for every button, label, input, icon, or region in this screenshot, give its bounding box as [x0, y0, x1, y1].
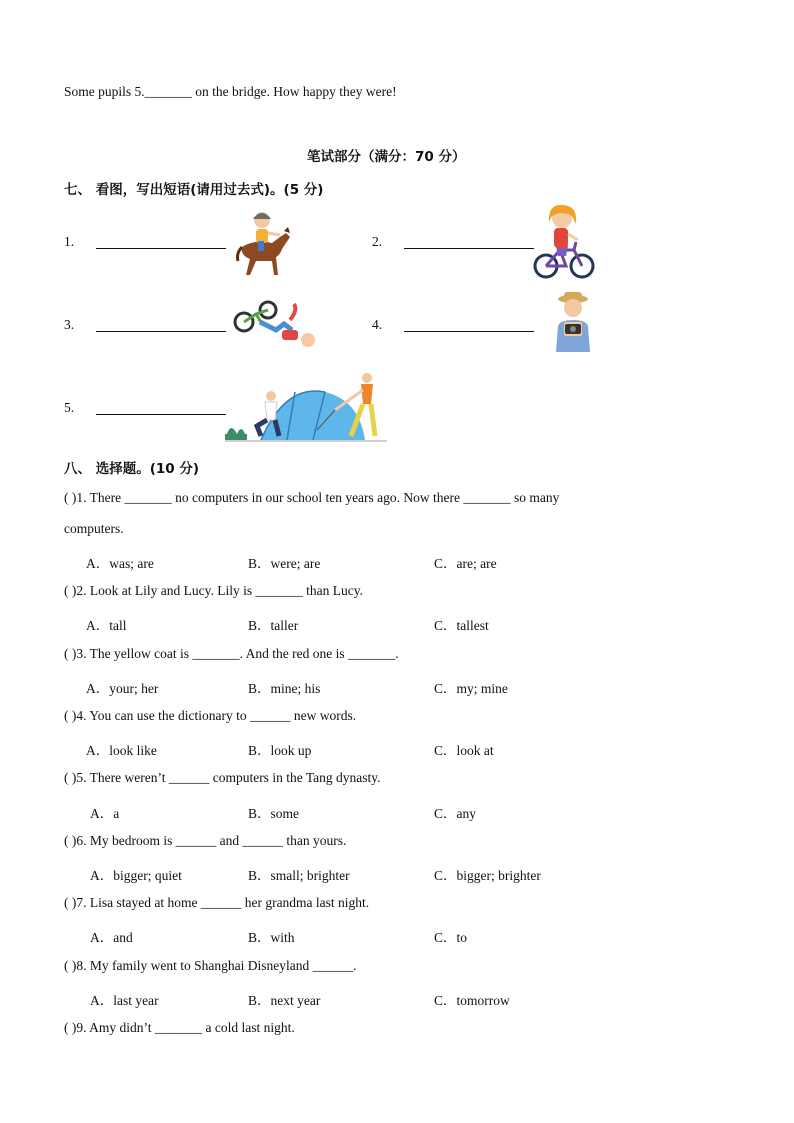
s7-item2-answer-line[interactable]	[404, 248, 534, 249]
s7-item2-number: 2.	[372, 234, 383, 249]
q6-option-a[interactable]: A．bigger; quiet	[90, 868, 182, 883]
q8-option-b[interactable]: B．next year	[248, 993, 321, 1008]
s7-item1-number: 1.	[64, 234, 75, 249]
q3-option-c[interactable]: C．my; mine	[434, 681, 508, 696]
q2-option-b[interactable]: B．taller	[248, 618, 299, 633]
q1-option-a[interactable]: A．was; are	[86, 556, 154, 571]
bike-riding-icon	[532, 200, 596, 282]
horse-riding-icon	[234, 203, 294, 279]
s7-item5-number: 5.	[64, 400, 75, 415]
question-1-stem-cont: computers.	[64, 521, 124, 536]
intro-line: Some pupils 5._______ on the bridge. How happy they were!	[64, 84, 397, 99]
q5-option-b[interactable]: B．some	[248, 806, 300, 821]
q5-option-c[interactable]: C．any	[434, 806, 476, 821]
q5-option-a[interactable]: A．a	[90, 806, 120, 821]
q8-option-c[interactable]: C．tomorrow	[434, 993, 510, 1008]
question-9-stem: ( )9. Amy didn’t _______ a cold last night.	[64, 1020, 295, 1035]
q2-option-c[interactable]: C．tallest	[434, 618, 489, 633]
s7-item4-answer-line[interactable]	[404, 331, 534, 332]
q8-option-a[interactable]: A．last year	[90, 993, 159, 1008]
falling-off-bike-icon	[232, 300, 320, 354]
q4-option-a[interactable]: A．look like	[86, 743, 157, 758]
q2-option-a[interactable]: A．tall	[86, 618, 127, 633]
q1-option-b[interactable]: B．were; are	[248, 556, 321, 571]
q7-option-a[interactable]: A．and	[90, 930, 133, 945]
taking-photos-icon	[550, 290, 596, 358]
s7-item3-answer-line[interactable]	[96, 331, 226, 332]
question-3-stem: ( )3. The yellow coat is _______. And the red one is _______.	[64, 646, 399, 661]
section8-heading: 八、 选择题。(10 分)	[64, 461, 200, 477]
written-part-title: 笔试部分（满分：70 分）	[307, 149, 466, 165]
s7-item5-answer-line[interactable]	[96, 414, 226, 415]
question-4-stem: ( )4. You can use the dictionary to ______ new words.	[64, 708, 357, 723]
q4-option-c[interactable]: C．look at	[434, 743, 494, 758]
s7-item4-number: 4.	[372, 317, 383, 332]
question-2-stem: ( )2. Look at Lily and Lucy. Lily is _______ than Lucy.	[64, 583, 363, 598]
question-8-stem: ( )8. My family went to Shanghai Disneyland ______.	[64, 958, 357, 973]
q6-option-b[interactable]: B．small; brighter	[248, 868, 350, 883]
q3-option-b[interactable]: B．mine; his	[248, 681, 321, 696]
question-7-stem: ( )7. Lisa stayed at home ______ her grandma last night.	[64, 895, 370, 910]
q1-option-c[interactable]: C．are; are	[434, 556, 497, 571]
question-5-stem: ( )5. There weren’t ______ computers in the Tang dynasty.	[64, 770, 381, 785]
question-1-stem: ( )1. There _______ no computers in our school ten years ago. Now there _______ so many	[64, 490, 560, 505]
q6-option-c[interactable]: C．bigger; brighter	[434, 868, 541, 883]
q7-option-c[interactable]: C．to	[434, 930, 468, 945]
q4-option-b[interactable]: B．look up	[248, 743, 312, 758]
question-6-stem: ( )6. My bedroom is ______ and ______ than yours.	[64, 833, 347, 848]
s7-item1-answer-line[interactable]	[96, 248, 226, 249]
s7-item3-number: 3.	[64, 317, 75, 332]
q7-option-b[interactable]: B．with	[248, 930, 295, 945]
setting-up-tent-icon	[225, 370, 387, 442]
section7-heading: 七、 看图，写出短语(请用过去式)。(5 分)	[64, 182, 324, 198]
q3-option-a[interactable]: A．your; her	[86, 681, 159, 696]
